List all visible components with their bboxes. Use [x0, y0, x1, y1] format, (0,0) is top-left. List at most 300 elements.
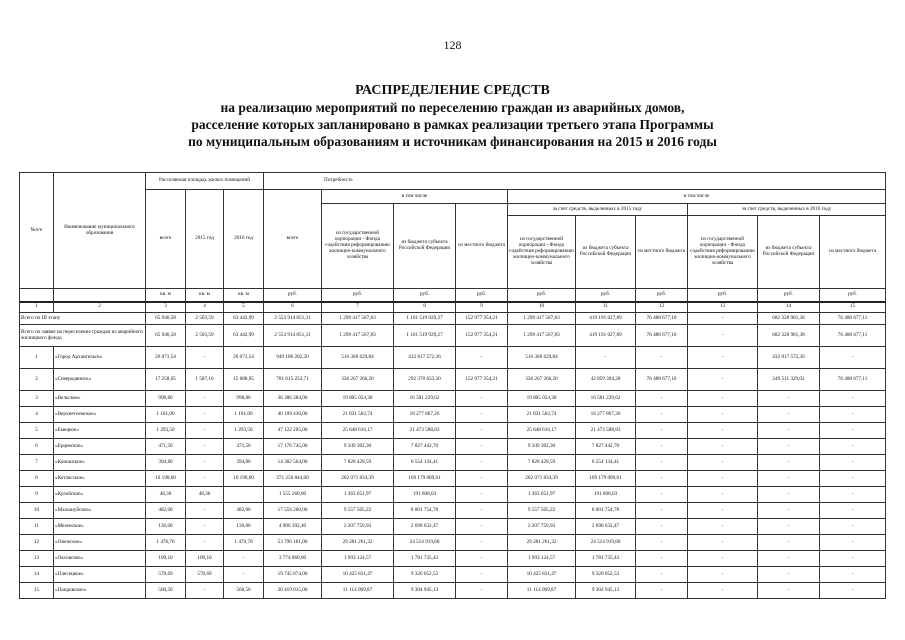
value-cell: - [688, 567, 758, 583]
value-cell: 7 827 442,70 [394, 439, 456, 455]
value-cell: - [636, 551, 688, 567]
summary-cell: 1 299 417 567,83 [508, 325, 576, 347]
value-cell: - [456, 519, 508, 535]
value-cell: 191 608,03 [394, 487, 456, 503]
value-cell: - [636, 471, 688, 487]
value-cell: - [758, 391, 820, 407]
value-cell: 21 473 588,83 [394, 423, 456, 439]
value-cell: 24 514 919,68 [394, 535, 456, 551]
value-cell: - [576, 347, 636, 369]
summary-cell: 1 299 417 567,83 [508, 313, 576, 325]
value-cell: - [688, 519, 758, 535]
value-cell: 24 514 919,68 [576, 535, 636, 551]
value-cell: 432 817 572,36 [758, 347, 820, 369]
value-cell: 9 557 505,22 [322, 503, 394, 519]
value-cell: 482,00 [146, 503, 186, 519]
header-fund: из государственной корпорации - Фонда содействия реформированию жилищно-коммунального хозяйства [322, 204, 394, 289]
value-cell: - [688, 455, 758, 471]
summary-cell: 65 946,58 [146, 313, 186, 325]
value-cell: - [758, 455, 820, 471]
value-cell: - [758, 487, 820, 503]
title-line-2: на реализацию мероприятий по переселению граждан из аварийных домов, [220, 100, 685, 115]
summary-cell: 2 503,59 [186, 313, 224, 325]
header-area-2016: 2016 год [224, 190, 264, 289]
table-row [20, 423, 886, 439]
table-row [20, 455, 886, 471]
municipality-name: «Емецкое» [54, 423, 146, 439]
summary-cell: - [688, 325, 758, 347]
header-local: из местного бюджета [456, 204, 508, 289]
value-cell: 169 179 009,61 [394, 471, 456, 487]
value-cell: - [186, 583, 224, 599]
value-cell: 570,69 [146, 567, 186, 583]
summary-cell: 152 977 354,21 [456, 313, 508, 325]
value-cell: - [820, 471, 886, 487]
column-number: 6 [264, 302, 322, 313]
unit-cell: руб. [456, 289, 508, 302]
value-cell: 292 370 633,30 [394, 369, 456, 391]
value-cell: - [186, 471, 224, 487]
units-empty-name [54, 289, 146, 302]
row-number: 9 [20, 487, 54, 503]
value-cell: 17 559 260,00 [264, 503, 322, 519]
value-cell: 36 386 284,00 [264, 391, 322, 407]
value-cell: 17 258,05 [146, 369, 186, 391]
row-number: 11 [20, 519, 54, 535]
value-cell: 11 114 069,87 [322, 583, 394, 599]
title-line-1: РАСПРЕДЕЛЕНИЕ СРЕДСТВ [355, 83, 550, 98]
row-number: 10 [20, 503, 54, 519]
value-cell: - [688, 423, 758, 439]
value-cell: - [456, 439, 508, 455]
value-cell: 10 190,60 [146, 471, 186, 487]
unit-cell: руб. [576, 289, 636, 302]
value-cell: 560,50 [146, 583, 186, 599]
value-cell: - [820, 487, 886, 503]
column-number: 11 [576, 302, 636, 313]
header-area-2015: 2015 год [186, 190, 224, 289]
header-subj-2016: из бюджета субъекта Российской Федерации [758, 216, 820, 289]
summary-cell: 1 299 417 567,83 [322, 313, 394, 325]
value-cell: 18 277 867,26 [576, 407, 636, 423]
value-cell: 9 349 302,30 [508, 439, 576, 455]
row-number: 3 [20, 391, 54, 407]
summary-cell: 419 191 027,89 [576, 313, 636, 325]
value-cell: 394,80 [224, 455, 264, 471]
value-cell: - [820, 519, 886, 535]
table-row [20, 567, 886, 583]
value-cell: 1 993 124,57 [322, 551, 394, 567]
summary-cell: 2 553 914 851,31 [264, 313, 322, 325]
summary-label: Всего по III этапу [20, 313, 146, 325]
value-cell: 202 071 834,39 [322, 471, 394, 487]
value-cell: 6 554 134,41 [576, 455, 636, 471]
header-subj: из бюджета субъекта Российской Федерации [394, 204, 456, 289]
column-number: 10 [508, 302, 576, 313]
value-cell: - [186, 535, 224, 551]
value-cell: 109,10 [186, 551, 224, 567]
unit-cell: руб. [508, 289, 576, 302]
value-cell: 152 977 354,21 [456, 369, 508, 391]
row-number: 2 [20, 369, 54, 391]
value-cell: - [688, 503, 758, 519]
value-cell: - [688, 487, 758, 503]
value-cell: 2 207 759,93 [322, 519, 394, 535]
summary-cell: 1 101 519 929,27 [394, 313, 456, 325]
value-cell: - [636, 519, 688, 535]
column-number: 13 [688, 302, 758, 313]
value-cell: 3 774 860,00 [264, 551, 322, 567]
value-cell: - [758, 535, 820, 551]
value-cell: 1 993 124,57 [508, 551, 576, 567]
value-cell: - [636, 391, 688, 407]
table-row [20, 583, 886, 599]
unit-cell: руб. [394, 289, 456, 302]
row-number: 14 [20, 567, 54, 583]
value-cell: 21 831 562,74 [508, 407, 576, 423]
value-cell: - [456, 487, 508, 503]
summary-cell: 419 191 027,89 [576, 325, 636, 347]
value-cell: 48,30 [186, 487, 224, 503]
unit-cell: руб. [820, 289, 886, 302]
unit-cell: руб. [264, 289, 322, 302]
value-cell: 1 363 651,97 [508, 487, 576, 503]
municipality-name: «Покровское» [54, 583, 146, 599]
value-cell: - [456, 423, 508, 439]
value-cell: 7 828 429,59 [322, 455, 394, 471]
value-cell: 10 425 821,47 [508, 567, 576, 583]
summary-cell: 152 977 354,21 [456, 325, 508, 347]
value-cell: - [820, 583, 886, 599]
funding-table [19, 172, 886, 599]
value-cell: - [456, 551, 508, 567]
value-cell: - [636, 567, 688, 583]
value-cell: 482,00 [224, 503, 264, 519]
value-cell: - [758, 439, 820, 455]
table-row [20, 519, 886, 535]
summary-cell: 63 442,99 [224, 313, 264, 325]
value-cell: - [820, 567, 886, 583]
unit-cell: кв. м [186, 289, 224, 302]
value-cell: - [820, 455, 886, 471]
value-cell: 432 817 572,36 [394, 347, 456, 369]
summary-cell: - [688, 313, 758, 325]
header-area-group: Расселяемая площадь жилых помещений [146, 173, 264, 190]
column-number: 14 [758, 302, 820, 313]
value-cell: - [688, 551, 758, 567]
row-number: 12 [20, 535, 54, 551]
value-cell: 1 476,70 [146, 535, 186, 551]
unit-cell: руб. [758, 289, 820, 302]
header-subj-2015: из бюджета субъекта Российской Федерации [576, 216, 636, 289]
value-cell: - [636, 423, 688, 439]
column-number: 4 [186, 302, 224, 313]
value-cell: 1 293,50 [224, 423, 264, 439]
value-cell: 1 101,00 [146, 407, 186, 423]
value-cell: - [688, 347, 758, 369]
value-cell: - [456, 535, 508, 551]
header-need-total: всего [264, 190, 322, 289]
value-cell: - [820, 423, 886, 439]
value-cell: 25 648 616,17 [508, 423, 576, 439]
value-cell: - [456, 347, 508, 369]
header-local-2015: из местного бюджета [636, 216, 688, 289]
table-row [20, 369, 886, 391]
row-number: 5 [20, 423, 54, 439]
column-number: 12 [636, 302, 688, 313]
unit-cell: кв. м [224, 289, 264, 302]
header-2015-group: за счет средств, выделенных в 2015 году [508, 204, 688, 216]
value-cell: 14 382 564,00 [264, 455, 322, 471]
table-row [20, 391, 886, 407]
value-cell: 16 581 229,62 [576, 391, 636, 407]
title-line-4: по муниципальным образованиям и источникам финансирования на 2015 и 2016 годы [188, 134, 717, 149]
units-row [20, 289, 886, 302]
value-cell: - [456, 503, 508, 519]
value-cell: 949 186 202,20 [264, 347, 322, 369]
municipality-name: «Верхнетоемское» [54, 407, 146, 423]
document-title [60, 82, 845, 150]
value-cell: - [820, 535, 886, 551]
column-number: 15 [820, 302, 886, 313]
unit-cell: руб. [688, 289, 758, 302]
value-cell: 9 320 052,53 [576, 567, 636, 583]
column-number: 1 [20, 302, 54, 313]
value-cell: 109,10 [146, 551, 186, 567]
value-cell: 560,50 [224, 583, 264, 599]
table-row [20, 487, 886, 503]
value-cell: 48,30 [146, 487, 186, 503]
column-number: 8 [394, 302, 456, 313]
value-cell: 42 859 304,28 [576, 369, 636, 391]
value-cell: - [820, 347, 886, 369]
value-cell: 516 368 629,84 [508, 347, 576, 369]
value-cell: - [186, 407, 224, 423]
value-cell: - [688, 535, 758, 551]
row-number: 7 [20, 455, 54, 471]
value-cell: - [758, 551, 820, 567]
municipality-name: «Малошуйское» [54, 503, 146, 519]
value-cell: - [636, 535, 688, 551]
table-row [20, 503, 886, 519]
value-cell: 371 250 844,00 [264, 471, 322, 487]
municipality-name: «Оксовское» [54, 551, 146, 567]
value-cell: 336 267 266,20 [322, 369, 394, 391]
value-cell: 47 122 205,00 [264, 423, 322, 439]
row-number: 6 [20, 439, 54, 455]
value-cell: 20 419 015,00 [264, 583, 322, 599]
table-row [20, 347, 886, 369]
header-2016-group: за счет средств, выделенных в 2016 году [688, 204, 886, 216]
value-cell: - [688, 439, 758, 455]
row-number: 4 [20, 407, 54, 423]
unit-cell: руб. [636, 289, 688, 302]
value-cell: 136,00 [146, 519, 186, 535]
value-cell: - [186, 439, 224, 455]
value-cell: - [186, 347, 224, 369]
value-cell: - [688, 369, 758, 391]
summary-cell: 682 328 901,38 [758, 313, 820, 325]
value-cell: - [636, 439, 688, 455]
value-cell: 40 109 430,00 [264, 407, 322, 423]
header-fund-2016: из государственной корпорации - Фонда содействия реформированию жилищно-коммунального хозяйства [688, 216, 758, 289]
value-cell: 8 001 754,78 [576, 503, 636, 519]
value-cell: 19 805 054,38 [322, 391, 394, 407]
municipality-name: «Кулойское» [54, 487, 146, 503]
value-cell: 1 476,70 [224, 535, 264, 551]
value-cell: 471,50 [224, 439, 264, 455]
value-cell: 249 511 329,02 [758, 369, 820, 391]
value-cell: 53 796 181,00 [264, 535, 322, 551]
value-cell: 516 368 629,84 [322, 347, 394, 369]
column-number: 9 [456, 302, 508, 313]
table-row [20, 551, 886, 567]
table-row [20, 535, 886, 551]
value-cell: - [688, 471, 758, 487]
value-cell: 2 698 632,47 [394, 519, 456, 535]
summary-cell: 1 101 519 929,27 [394, 325, 456, 347]
value-cell: - [758, 567, 820, 583]
value-cell: 9 320 052,53 [394, 567, 456, 583]
municipality-name: «Онежское» [54, 535, 146, 551]
value-cell: - [636, 407, 688, 423]
value-cell: 29 281 261,32 [508, 535, 576, 551]
value-cell: 25 648 616,17 [322, 423, 394, 439]
value-cell: 570,69 [186, 567, 224, 583]
value-cell: 18 277 867,26 [394, 407, 456, 423]
summary-cell: 76 488 677,11 [820, 325, 886, 347]
value-cell: - [636, 487, 688, 503]
value-cell: - [688, 391, 758, 407]
value-cell: 9 349 302,30 [322, 439, 394, 455]
header-num: №п/п [20, 173, 54, 289]
municipality-name: «Вельское» [54, 391, 146, 407]
header-need-group: Потребность [264, 173, 886, 190]
value-cell: - [688, 407, 758, 423]
value-cell: 7 828 429,59 [508, 455, 576, 471]
row-number: 1 [20, 347, 54, 369]
value-cell: 1 781 735,43 [394, 551, 456, 567]
value-cell: - [636, 503, 688, 519]
value-cell: 6 554 134,41 [394, 455, 456, 471]
value-cell: 2 207 759,93 [508, 519, 576, 535]
value-cell: - [820, 503, 886, 519]
value-cell: 191 608,03 [576, 487, 636, 503]
header-incl-1: в том числе [322, 190, 508, 204]
municipality-name: «Плесецкое» [54, 567, 146, 583]
table-row [20, 407, 886, 423]
value-cell: 998,80 [224, 391, 264, 407]
value-cell: 26 071,54 [224, 347, 264, 369]
summary-cell: 682 328 901,38 [758, 325, 820, 347]
value-cell: - [820, 551, 886, 567]
summary-cell: 63 442,99 [224, 325, 264, 347]
municipality-name: «Город Архангельск» [54, 347, 146, 369]
value-cell: 15 688,95 [224, 369, 264, 391]
units-empty-num [20, 289, 54, 302]
value-cell: - [758, 519, 820, 535]
value-cell: - [186, 391, 224, 407]
page-number: 128 [443, 38, 462, 52]
table-row [20, 439, 886, 455]
value-cell: 1 555 260,00 [264, 487, 322, 503]
municipality-name: «Ерцевское» [54, 439, 146, 455]
value-cell: - [758, 407, 820, 423]
value-cell: 10 425 821,47 [322, 567, 394, 583]
value-cell: 169 179 009,61 [576, 471, 636, 487]
column-number: 5 [224, 302, 264, 313]
value-cell: 1 293,50 [146, 423, 186, 439]
value-cell: - [758, 503, 820, 519]
value-cell: 202 071 834,39 [508, 471, 576, 487]
value-cell: - [456, 455, 508, 471]
value-cell: 7 827 442,70 [576, 439, 636, 455]
value-cell: - [456, 407, 508, 423]
value-cell: - [636, 583, 688, 599]
column-number: 3 [146, 302, 186, 313]
value-cell: - [820, 391, 886, 407]
value-cell: - [688, 583, 758, 599]
value-cell: - [456, 391, 508, 407]
table-row [20, 471, 886, 487]
value-cell: 26 071,54 [146, 347, 186, 369]
value-cell: 471,50 [146, 439, 186, 455]
value-cell [224, 487, 264, 503]
value-cell: - [186, 423, 224, 439]
value-cell: 1 101,00 [224, 407, 264, 423]
summary-cell: 76 488 677,10 [636, 313, 688, 325]
row-number: 8 [20, 471, 54, 487]
column-number: 2 [54, 302, 146, 313]
value-cell: - [456, 471, 508, 487]
value-cell: 1 587,10 [186, 369, 224, 391]
summary-row [20, 325, 886, 347]
row-number: 13 [20, 551, 54, 567]
value-cell: 19 745 874,00 [264, 567, 322, 583]
value-cell: - [636, 347, 688, 369]
value-cell: 21 831 562,74 [322, 407, 394, 423]
value-cell: 1 363 651,97 [322, 487, 394, 503]
row-number: 15 [20, 583, 54, 599]
summary-cell: 2 503,59 [186, 325, 224, 347]
unit-cell: руб. [322, 289, 394, 302]
value-cell: 8 001 754,78 [394, 503, 456, 519]
value-cell: - [456, 583, 508, 599]
municipality-name: «Мезенское» [54, 519, 146, 535]
value-cell: - [186, 519, 224, 535]
value-cell: 781 615 253,71 [264, 369, 322, 391]
value-cell: - [820, 439, 886, 455]
header-name: Наименование муниципального образования [54, 173, 146, 289]
value-cell: 16 581 229,62 [394, 391, 456, 407]
value-cell: - [758, 583, 820, 599]
column-number: 7 [322, 302, 394, 313]
summary-cell: 76 488 677,11 [820, 313, 886, 325]
value-cell: 9 304 945,13 [576, 583, 636, 599]
value-cell: - [224, 551, 264, 567]
municipality-name: «Северодвинск» [54, 369, 146, 391]
value-cell: 394,80 [146, 455, 186, 471]
value-cell: 10 190,60 [224, 471, 264, 487]
value-cell: - [636, 455, 688, 471]
summary-row [20, 313, 886, 325]
value-cell: 21 473 588,83 [576, 423, 636, 439]
value-cell: 4 906 392,40 [264, 519, 322, 535]
value-cell: 2 698 632,47 [576, 519, 636, 535]
value-cell: 1 781 735,43 [576, 551, 636, 567]
header-incl-2: в том числе [508, 190, 886, 204]
value-cell: - [224, 567, 264, 583]
